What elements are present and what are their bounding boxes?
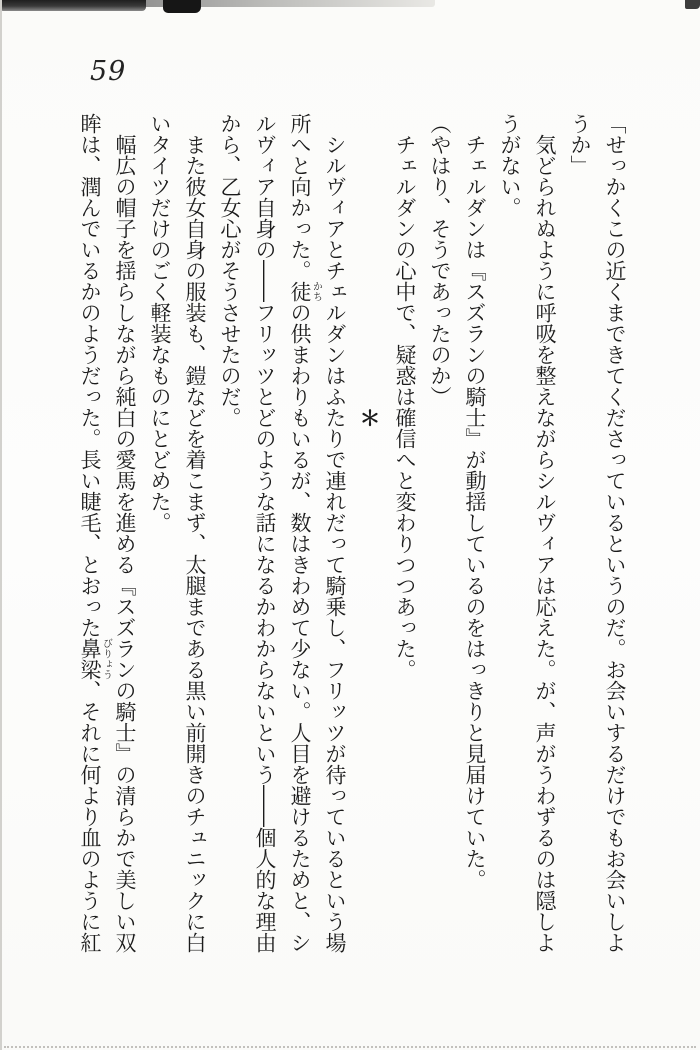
paragraph-inner-thought: （やはり、そうであったのか） [428,113,452,407]
paragraph-narration-2: チェルダンは『スズランの騎士』が動揺しているのをはっきりと見届けていた。 [463,134,487,890]
paragraph-dialogue: 「せっかくこの近くまできてくださっているというのだ。お会いするだけでもお会いしようか」 [568,113,627,953]
paragraph-narration-5: また彼女自身の服装も、鎧などを着こまず、太腿まである黒い前開きのチュニックに白いタイツだけのごく軽装なものにとどめた。 [148,113,207,953]
scan-artifact-top-right [685,0,700,9]
scan-artifact-left-edge [0,0,2,1050]
paragraph-narration-3: チェルダンの心中で、疑惑は確信へと変わりつつあった。 [393,134,417,680]
scan-artifact-top-blob [163,0,201,13]
scan-artifact-top-left [0,0,146,11]
section-separator: ＊ [357,407,382,428]
scan-artifact-bottom-edge [4,1046,696,1048]
paragraph-narration-1: 気どられぬように呼吸を整えながらシルヴィアは応えた。が、声がうわずるのは隠しようがない。 [498,113,557,953]
novel-text-block [71,113,632,957]
page-number: 59 [90,56,127,87]
paragraph-narration-6: 幅広の帽子を揺らしながら純白の愛馬を進める『スズランの騎士』の清らかで美しい双眸は、潤んでいるかのようだった。長い睫毛、とおった鼻梁びりょう、それに何より血のように紅 [78,113,137,953]
paragraph-narration-4: シルヴィアとチェルダンはふたりで連れだって騎乗し、フリッツが待っているという場所へと向かった。徒かちの供まわりもいるが、数はきわめて少ない。人目を避けるためと、シルヴィア自身の――フリッツとどのような話になるかわからないという――個人的な理由から、乙女心がそうさせたのだ。 [218,113,347,953]
